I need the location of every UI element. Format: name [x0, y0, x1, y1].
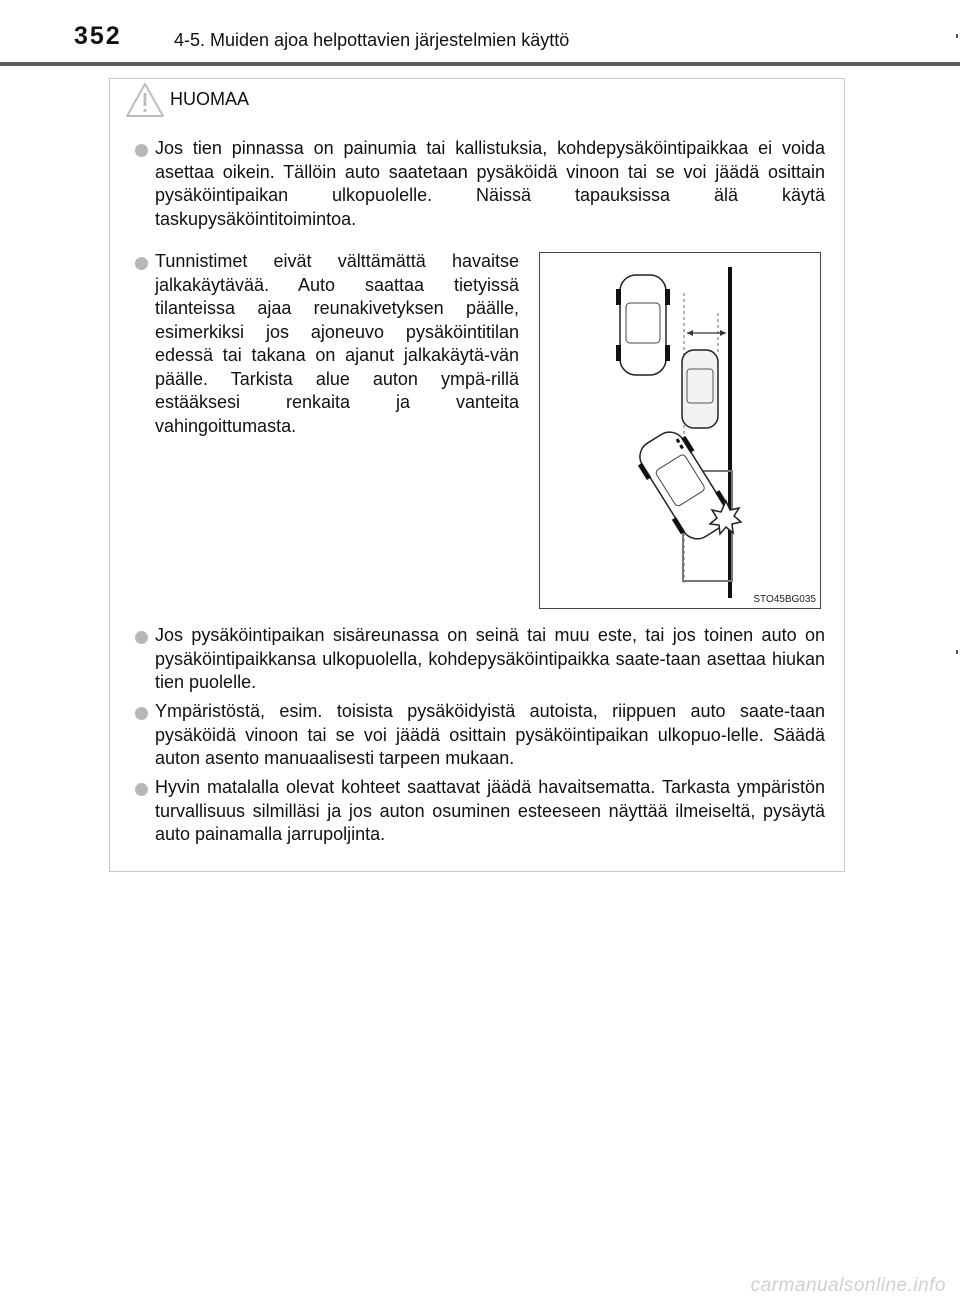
bullet-dot: [135, 783, 148, 796]
bullet-dot: [135, 631, 148, 644]
figure-code: STO45BG035: [753, 594, 816, 605]
warning-triangle-icon: [125, 82, 165, 118]
parked-car-top: [616, 275, 670, 375]
bullet-dot: [135, 707, 148, 720]
bullet-text: Hyvin matalalla olevat kohteet saattavat jäädä havaitsematta. Tarkasta ympäristön turvallisuus silmilläsi ja jos auton osuminen esteeseen näyttää ilmeiseltä, pysäytä auto painamalla jarrupoljinta.: [155, 777, 825, 844]
margin-tick: [956, 650, 958, 654]
margin-tick: [956, 34, 958, 38]
notice-heading: HUOMAA: [170, 89, 250, 109]
section-title: 4-5. Muiden ajoa helpottavien järjestelmien käyttö: [174, 30, 570, 50]
bullet-dot: [135, 257, 148, 270]
bullet-text: Jos tien pinnassa on painumia tai kallistuksia, kohdepysäköintipaikkaa ei voida asettaa oikein. Tällöin auto saatetaan pysäköidä vinoon tai se voi jäädä osittain pysäköintipaikan ulkopuolelle. Näissä tapauksissa älä käytä taskupysäköintitoimintoa.: [155, 138, 825, 229]
bullet-text: Tunnistimet eivät välttämättä havaitse jalkakäytävää. Auto saattaa tietyissä tilanteissa ajaa reunakivetyksen päälle, esimerkiksi jos ajoneuvo pysäköintitilan edessä tai takana on ajanut jalkakäytä-vän päälle. Tarkista alue auton ympä-rillä estääksesi renkaita ja vanteita vahingoittumasta.: [155, 251, 519, 436]
page-number: 352: [74, 22, 122, 50]
bullet-text: Ympäristöstä, esim. toisista pysäköidyistä autoista, riippuen auto saate-taan pysäköidä vinoon tai se voi jäädä osittain pysäköintipaikan ulkopuo-lelle. Säädä auton asento manuaalisesti tarpeen mukaan.: [155, 701, 825, 768]
bullet-dot: [135, 144, 148, 157]
footer-watermark[interactable]: carmanualsonline.info: [750, 1275, 946, 1296]
header-rule: [0, 62, 960, 66]
parking-illustration: [539, 252, 821, 609]
parked-car-middle: [682, 350, 718, 428]
bullet-text: Jos pysäköintipaikan sisäreunassa on seinä tai muu este, tai jos toinen auto on pysäköintipaikkansa ulkopuolella, kohdepysäköintipaikka saate-taan asettaa hiukan tien puolelle.: [155, 625, 825, 692]
parking-diagram: [540, 253, 822, 610]
